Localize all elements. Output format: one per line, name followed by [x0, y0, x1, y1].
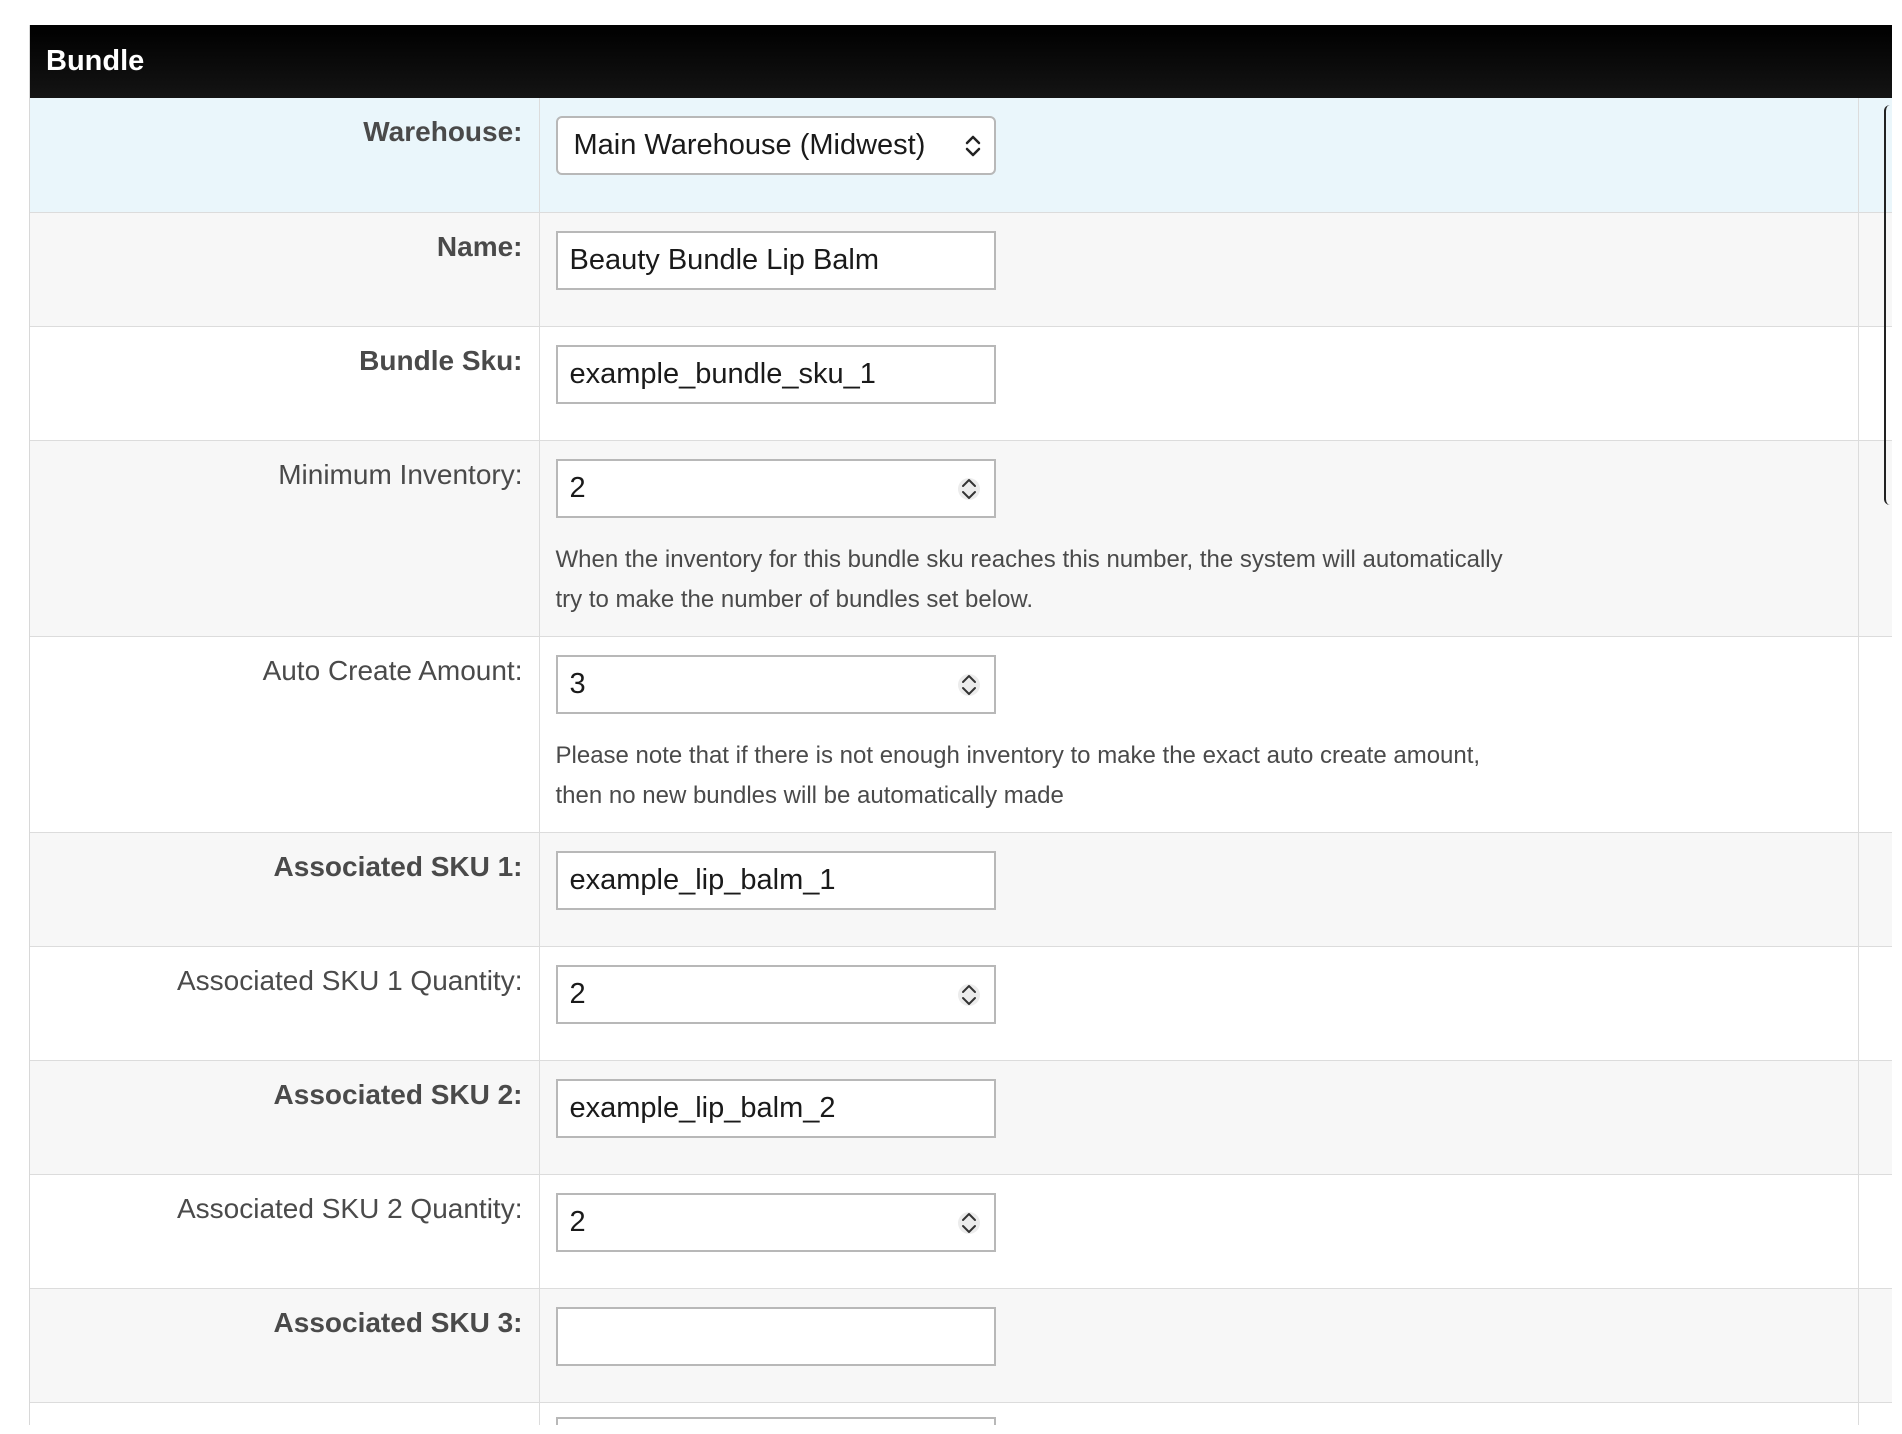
auto-create-amount-label: Auto Create Amount:: [30, 636, 539, 832]
assoc-sku-2-qty-value: 2: [569, 1205, 586, 1238]
auto-create-amount-input[interactable]: [556, 655, 996, 714]
auto-create-amount-help: [556, 736, 1566, 816]
warehouse-select-value: Main Warehouse (Midwest): [573, 129, 926, 161]
assoc-sku-2-label: Associated SKU 2:: [30, 1060, 539, 1174]
stepper-up-down-icon[interactable]: [958, 1207, 980, 1239]
help-line: try to make the number of bundles set below.: [555, 585, 1034, 613]
stepper-up-down-icon[interactable]: [958, 979, 980, 1011]
assoc-sku-2-qty-label: Associated SKU 2 Quantity:: [30, 1174, 539, 1288]
form-row-bundle-sku: [30, 326, 1892, 440]
auto-create-amount-value: 3: [569, 667, 586, 700]
name-input[interactable]: Beauty Bundle Lip Balm: [556, 231, 996, 290]
warehouse-select[interactable]: [556, 116, 996, 175]
form-row-warehouse: [30, 98, 1892, 212]
assoc-sku-3-label: Associated SKU 3:: [30, 1288, 539, 1402]
partial-input[interactable]: [556, 1417, 996, 1426]
chevron-up-down-icon: [964, 132, 982, 160]
minimum-inventory-help: [556, 540, 1566, 620]
form-row-assoc-sku-2: [30, 1060, 1892, 1174]
form-row-assoc-sku-1-qty: [30, 946, 1892, 1060]
bundle-sku-label: Bundle Sku:: [30, 326, 539, 440]
bundle-sku-input[interactable]: example_bundle_sku_1: [556, 345, 996, 404]
assoc-sku-2-qty-input[interactable]: [556, 1193, 996, 1252]
warehouse-label: Warehouse:: [30, 98, 539, 212]
stepper-up-down-icon[interactable]: [958, 473, 980, 505]
stepper-up-down-icon[interactable]: [958, 669, 980, 701]
help-line: When the inventory for this bundle sku reaches this number, the system will automatically: [555, 545, 1503, 573]
form-row-auto-create-amount: [30, 636, 1892, 832]
assoc-sku-1-qty-label: Associated SKU 1 Quantity:: [30, 946, 539, 1060]
bundle-panel: [29, 25, 1892, 1425]
assoc-sku-1-qty-input[interactable]: [556, 965, 996, 1024]
bundle-form: [30, 98, 1892, 1425]
minimum-inventory-label: Minimum Inventory:: [30, 440, 539, 636]
assoc-sku-2-input[interactable]: example_lip_balm_2: [556, 1079, 996, 1138]
form-row-partial: [30, 1402, 1892, 1425]
form-row-assoc-sku-1: [30, 832, 1892, 946]
partial-row-label: [30, 1402, 539, 1425]
help-line: Please note that if there is not enough inventory to make the exact auto create amount,: [555, 741, 1481, 769]
assoc-sku-1-qty-value: 2: [569, 977, 586, 1010]
form-row-minimum-inventory: [30, 440, 1892, 636]
help-line: then no new bundles will be automatically made: [555, 781, 1064, 809]
form-row-name: [30, 212, 1892, 326]
minimum-inventory-value: 2: [569, 471, 586, 504]
name-label: Name:: [30, 212, 539, 326]
minimum-inventory-input[interactable]: [556, 459, 996, 518]
scrollbar[interactable]: [1884, 105, 1892, 505]
form-row-assoc-sku-2-qty: [30, 1174, 1892, 1288]
panel-title: Bundle: [30, 25, 1892, 98]
assoc-sku-3-input[interactable]: [556, 1307, 996, 1366]
assoc-sku-1-input[interactable]: example_lip_balm_1: [556, 851, 996, 910]
form-row-assoc-sku-3: [30, 1288, 1892, 1402]
assoc-sku-1-label: Associated SKU 1:: [30, 832, 539, 946]
